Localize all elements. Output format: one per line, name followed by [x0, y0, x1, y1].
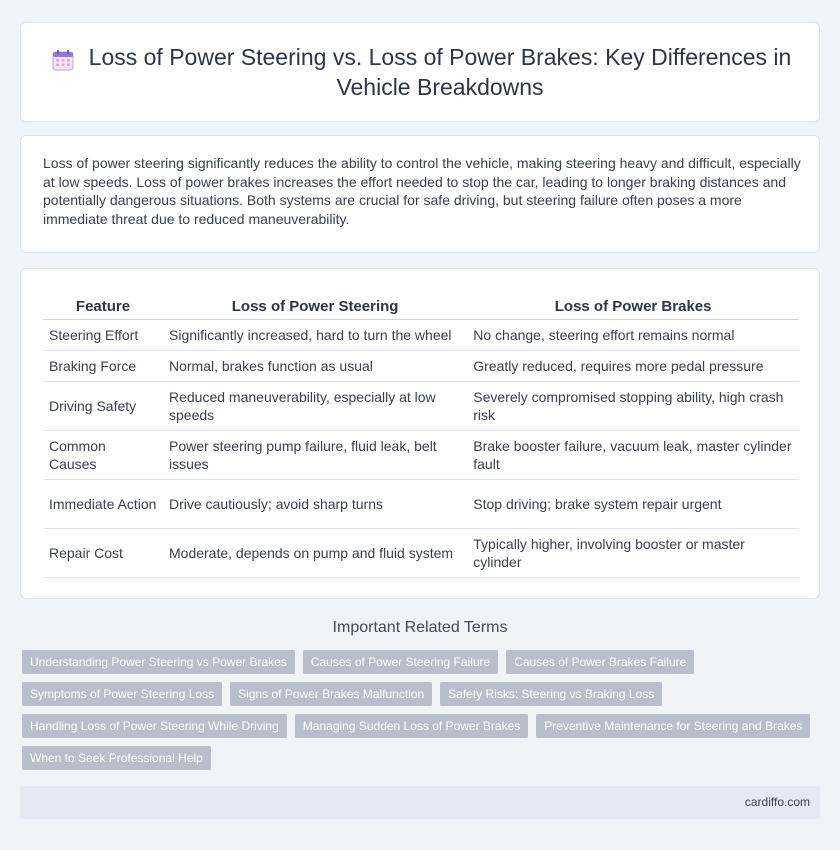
table-cell: Braking Force: [43, 350, 163, 381]
related-term-tag[interactable]: Handling Loss of Power Steering While Driving: [22, 714, 287, 738]
table-row: [43, 430, 799, 479]
related-term-tag[interactable]: Causes of Power Brakes Failure: [506, 650, 694, 674]
footer-site-link[interactable]: cardiffo.com: [744, 795, 810, 809]
table-row: [43, 479, 799, 528]
footer: [20, 786, 820, 819]
page-title: Loss of Power Steering vs. Loss of Power Brakes: Key Differences in Vehicle Breakdowns: [88, 44, 792, 100]
table-cell: Typically higher, involving booster or master cylinder: [467, 528, 799, 577]
column-header: Feature: [43, 293, 163, 319]
comparison-table: [43, 293, 799, 578]
table-cell: Driving Safety: [43, 381, 163, 430]
table-cell: Common Causes: [43, 430, 163, 479]
summary-text: Loss of power steering significantly reduces the ability to control the vehicle, making steering heavy and difficult, especially at low speeds. Loss of power brakes increases the effort needed to stop the car, leading to longer braking distances and potentially dangerous situations. Both systems are crucial for safe driving, but steering failure often poses a more immediate threat due to reduced maneuverability.: [43, 155, 801, 227]
summary-card: [20, 135, 820, 253]
table-cell: Greatly reduced, requires more pedal pressure: [467, 350, 799, 381]
table-cell: Moderate, depends on pump and fluid system: [163, 528, 467, 577]
table-cell: Stop driving; brake system repair urgent: [467, 479, 799, 528]
table-cell: Steering Effort: [43, 319, 163, 350]
related-term-tag[interactable]: Safety Risks: Steering vs Braking Loss: [440, 682, 662, 706]
table-cell: Power steering pump failure, fluid leak, belt issues: [163, 430, 467, 479]
table-row: [43, 350, 799, 381]
related-term-tag[interactable]: Causes of Power Steering Failure: [303, 650, 498, 674]
table-cell: Drive cautiously; avoid sharp turns: [163, 479, 467, 528]
related-term-tag[interactable]: Managing Sudden Loss of Power Brakes: [295, 714, 528, 738]
header-card: [20, 22, 820, 122]
table-header-row: [43, 293, 799, 319]
related-terms-title: Important Related Terms: [332, 619, 508, 636]
table-cell: Brake booster failure, vacuum leak, master cylinder fault: [467, 430, 799, 479]
related-term-tag[interactable]: Symptoms of Power Steering Loss: [22, 682, 222, 706]
related-term-tag[interactable]: Understanding Power Steering vs Power Brakes: [22, 650, 295, 674]
related-term-tag[interactable]: Signs of Power Brakes Malfunction: [230, 682, 432, 706]
table-cell: Repair Cost: [43, 528, 163, 577]
comparison-card: [20, 268, 820, 599]
table-cell: Severely compromised stopping ability, high crash risk: [467, 381, 799, 430]
table-row: [43, 528, 799, 577]
column-header: Loss of Power Brakes: [467, 293, 799, 319]
related-term-tag[interactable]: Preventive Maintenance for Steering and Brakes: [536, 714, 810, 738]
table-cell: Significantly increased, hard to turn the wheel: [163, 319, 467, 350]
related-terms-list: [22, 650, 822, 770]
table-row: [43, 319, 799, 350]
table-cell: No change, steering effort remains normal: [467, 319, 799, 350]
table-cell: Reduced maneuverability, especially at low speeds: [163, 381, 467, 430]
table-cell: Immediate Action: [43, 479, 163, 528]
related-term-tag[interactable]: When to Seek Professional Help: [22, 746, 211, 770]
column-header: Loss of Power Steering: [163, 293, 467, 319]
table-row: [43, 381, 799, 430]
table-cell: Normal, brakes function as usual: [163, 350, 467, 381]
